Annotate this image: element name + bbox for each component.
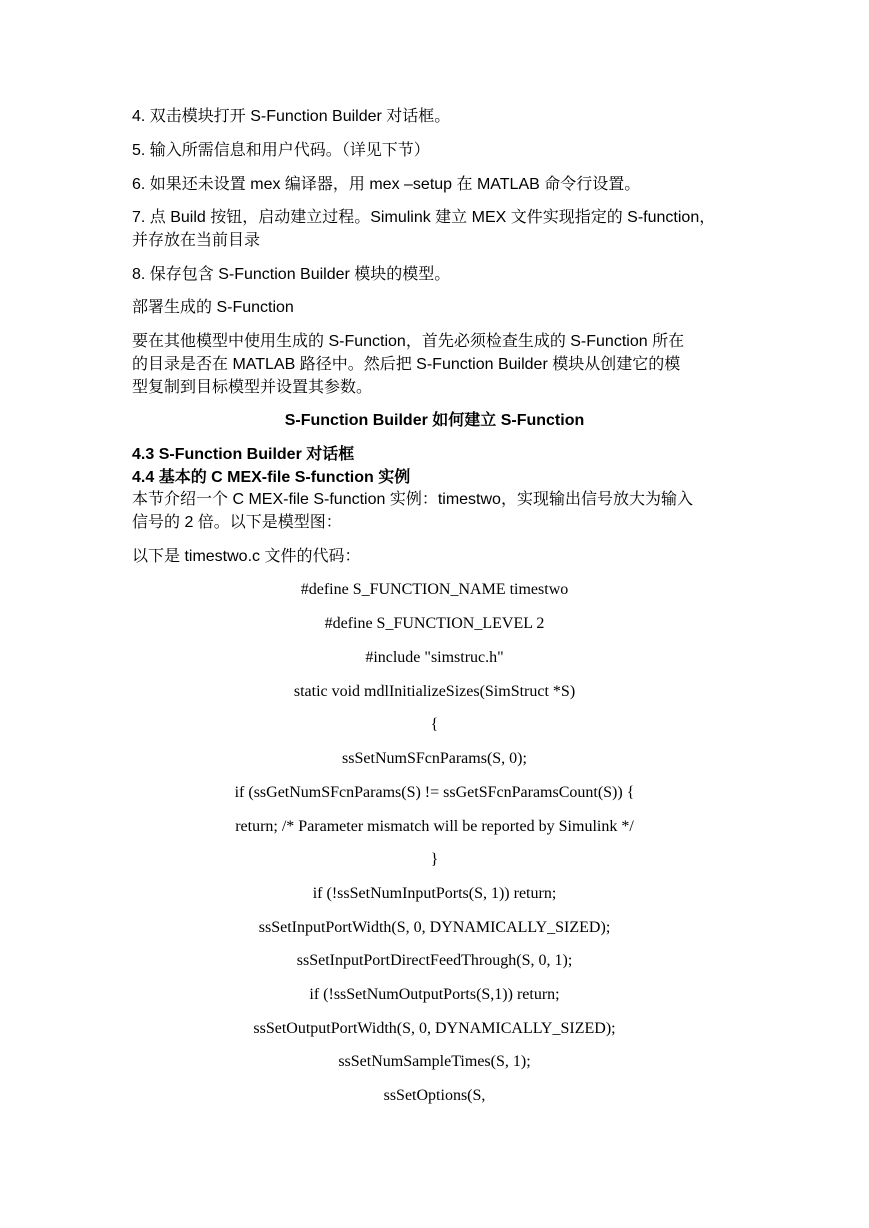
code-line: return; /* Parameter mismatch will be reported by Simulink */ <box>235 818 634 835</box>
code-line: if (ssGetNumSFcnParams(S) != ssGetSFcnParamsCount(S)) { <box>234 784 635 801</box>
code-line: #include "simstruc.h" <box>365 649 504 666</box>
code-line: ssSetInputPortDirectFeedThrough(S, 0, 1); <box>296 952 573 969</box>
deploy-paragraph-line-1: 要在其他模型中使用生成的 S-Function，首先必须检查生成的 S-Function 所在 <box>132 333 685 350</box>
code-line: ssSetNumSFcnParams(S, 0); <box>342 750 527 767</box>
code-line: { <box>430 716 439 733</box>
step-4-text: 4. 双击模块打开 S-Function Builder 对话框。 <box>132 108 451 125</box>
code-line: #define S_FUNCTION_NAME timestwo <box>300 581 569 598</box>
deploy-heading: 部署生成的 S-Function <box>132 299 294 316</box>
code-line: if (!ssSetNumInputPorts(S, 1)) return; <box>312 885 557 902</box>
step-8-text: 8. 保存包含 S-Function Builder 模块的模型。 <box>132 266 451 283</box>
center-heading: S-Function Builder 如何建立 S-Function <box>284 412 585 429</box>
step-7-text-line-1: 7. 点 Build 按钮，启动建立过程。Simulink 建立 MEX 文件实现指定的 S-function， <box>132 209 716 226</box>
code-line: ssSetOptions(S, <box>383 1087 486 1104</box>
intro-line-1: 本节介绍一个 C MEX-file S-function 实例：timestwo，实现输出信号放大为输入 <box>132 491 693 508</box>
code-line: ssSetInputPortWidth(S, 0, DYNAMICALLY_SIZED); <box>258 919 611 936</box>
code-line: ssSetOutputPortWidth(S, 0, DYNAMICALLY_SIZED); <box>253 1020 616 1037</box>
step-6-text: 6. 如果还未设置 mex 编译器，用 mex –setup 在 MATLAB 命令行设置。 <box>132 176 641 193</box>
code-line: if (!ssSetNumOutputPorts(S,1)) return; <box>309 986 560 1003</box>
code-line: #define S_FUNCTION_LEVEL 2 <box>324 615 545 632</box>
code-line: static void mdlInitializeSizes(SimStruct *S) <box>293 683 576 700</box>
intro-line-2: 信号的 2 倍。以下是模型图： <box>132 514 342 531</box>
step-7-text-line-2: 并存放在当前目录 <box>132 232 261 249</box>
section-4-3-heading: 4.3 S-Function Builder 对话框 <box>132 446 355 463</box>
code-line: ssSetNumSampleTimes(S, 1); <box>338 1053 531 1070</box>
deploy-paragraph-line-3: 型复制到目标模型并设置其参数。 <box>132 379 373 396</box>
code-line: } <box>430 851 439 868</box>
section-4-4-heading: 4.4 基本的 C MEX-file S-function 实例 <box>132 469 411 486</box>
code-intro-text: 以下是 timestwo.c 文件的代码： <box>132 548 361 565</box>
deploy-paragraph-line-2: 的目录是否在 MATLAB 路径中。然后把 S-Function Builder 模块从创建它的模 <box>132 356 681 373</box>
step-5-text: 5. 输入所需信息和用户代码。（详见下节） <box>132 142 430 159</box>
